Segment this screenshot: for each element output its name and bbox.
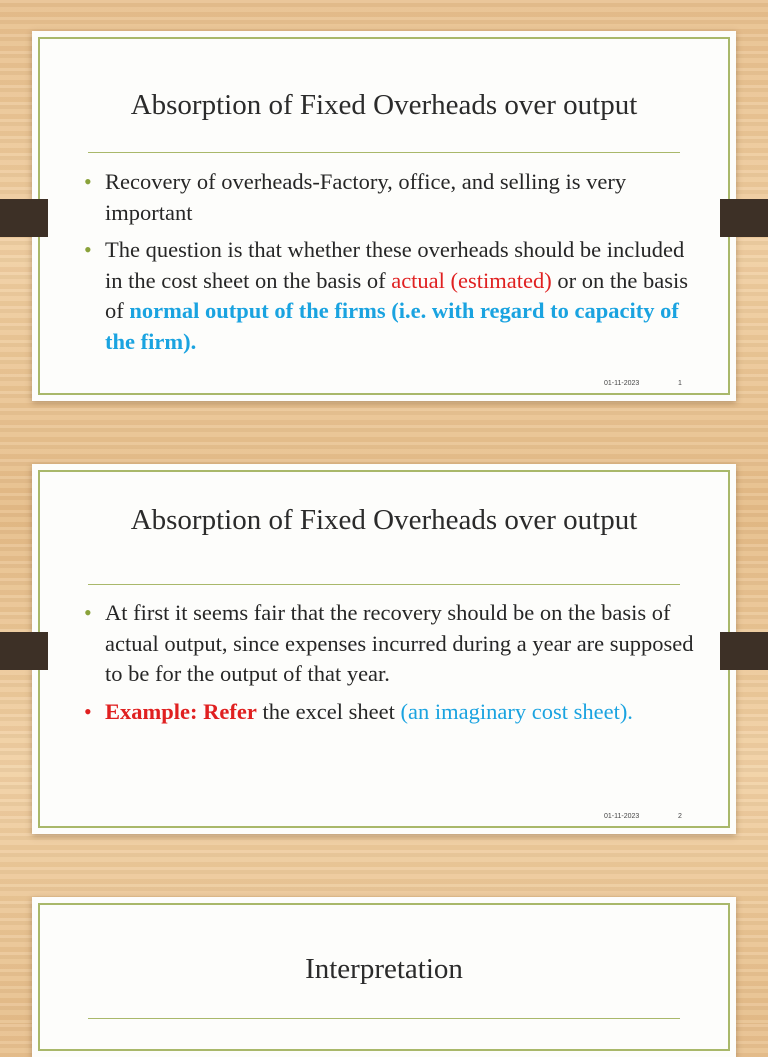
slide-body bbox=[84, 167, 696, 364]
slide-date: 01-11-2023 bbox=[604, 813, 640, 820]
side-tab-left bbox=[0, 632, 48, 670]
bullet-text: the excel sheet bbox=[256, 698, 401, 724]
bullet-text: or on the basis of bbox=[105, 267, 688, 323]
emphasis-red-text: actual (estimated) bbox=[391, 267, 552, 293]
bullet-icon: • bbox=[84, 169, 92, 194]
slide-title: Interpretation bbox=[305, 953, 463, 985]
bullet-icon: • bbox=[84, 600, 92, 625]
side-tab-right bbox=[720, 632, 768, 670]
bullet-item bbox=[84, 697, 696, 728]
side-tab-left bbox=[0, 199, 48, 237]
bullet-icon: • bbox=[84, 237, 92, 262]
bullet-text: The question is that whether these overheads should be included in the cost sheet on the basis of bbox=[105, 237, 685, 293]
title-divider bbox=[88, 584, 680, 585]
slide-3 bbox=[32, 897, 736, 1057]
slide-body bbox=[84, 598, 696, 734]
slide-number: 1 bbox=[678, 380, 682, 387]
title-divider bbox=[88, 152, 680, 153]
slide-1 bbox=[32, 31, 736, 401]
bullet-item bbox=[84, 598, 696, 690]
emphasis-blue-text: normal output of the firms (i.e. with regard to capacity of the firm). bbox=[105, 298, 679, 354]
bullet-item bbox=[84, 167, 696, 228]
side-tab-right bbox=[720, 199, 768, 237]
emphasis-blue-text: (an imaginary cost sheet). bbox=[400, 698, 633, 724]
bullet-text: Recovery of overheads-Factory, office, and selling is very important bbox=[105, 169, 627, 225]
bullet-item bbox=[84, 235, 696, 357]
slide-date: 01-11-2023 bbox=[604, 380, 640, 387]
slide-2 bbox=[32, 464, 736, 834]
bullet-text: At first it seems fair that the recovery should be on the basis of actual output, since expenses incurred during a year are supposed to be for the output of that year. bbox=[105, 600, 694, 686]
title-divider bbox=[88, 1018, 680, 1019]
bullet-icon: • bbox=[84, 698, 92, 724]
slide-title: Absorption of Fixed Overheads over output bbox=[130, 89, 638, 121]
slide-title: Absorption of Fixed Overheads over output bbox=[130, 504, 638, 536]
slide-number: 2 bbox=[678, 813, 682, 820]
emphasis-red-text: Example: Refer bbox=[105, 698, 257, 724]
